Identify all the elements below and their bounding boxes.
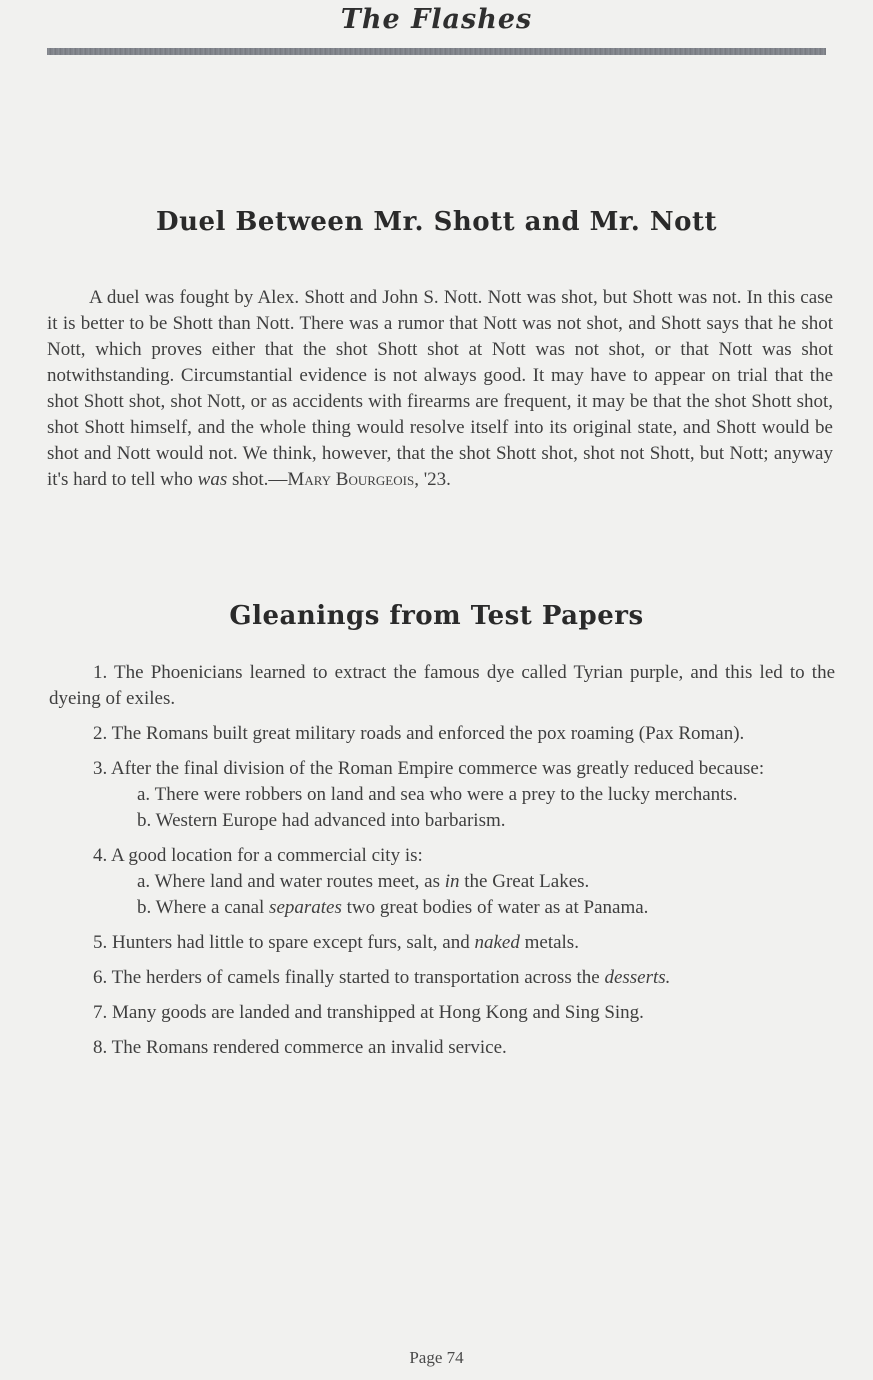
gleaning-item-4-text: 4. A good location for a commercial city is:: [93, 845, 423, 866]
gleaning-item-3: [49, 756, 835, 834]
gleaning-item-3a: a. There were robbers on land and sea who were a prey to the lucky merchants.: [137, 784, 738, 805]
gleanings-list: [49, 660, 835, 1070]
gleanings-title: Gleanings from Test Papers: [229, 601, 644, 631]
gleaning-item-6-italic: desserts.: [604, 967, 671, 988]
gleaning-item-6: [49, 965, 835, 991]
gleaning-item-6-pre: 6. The herders of camels finally started to transportation across the: [93, 967, 605, 988]
gleaning-item-5-pre: 5. Hunters had little to spare except furs, salt, and: [93, 932, 475, 953]
gleaning-item-4: [49, 843, 835, 921]
gleaning-item-4a-italic: in: [444, 871, 460, 892]
duel-paragraph: [47, 285, 833, 493]
gleaning-item-4a-post: the Great Lakes.: [459, 871, 590, 892]
gleaning-item-4b-post: two great bodies of water as at Panama.: [341, 897, 649, 918]
duel-was-italic: was: [197, 469, 228, 490]
gleaning-item-4b-italic: separates: [269, 897, 342, 918]
gleaning-item-5-post: metals.: [519, 932, 579, 953]
duel-author: Mary Bourgeois: [287, 469, 415, 490]
gleaning-item-5: [49, 930, 835, 956]
header-rule: [47, 48, 826, 55]
page-number: Page 74: [409, 1348, 464, 1367]
gleaning-item-8: 8. The Romans rendered commerce an invalid service.: [93, 1037, 507, 1058]
duel-text: A duel was fought by Alex. Shott and John S. Nott. Nott was shot, but Shott was not. In this case it is better to be Shott than Nott. There was a rumor that Nott was not shot, and Shott says that he shot Nott, which proves either that the shot Shott shot at Nott was not shot, or that Nott was shot notwithstanding. Circumstantial evidence is not always good. It may have to appear on trial that the shot Shott shot, shot Nott, or as accidents with firearms are frequent, it may be that the shot Shott shot, shot Shott himself, and the whole thing would resolve itself into its original state, and Shott would be shot and Nott would not. We think, however, that the shot Shott shot, shot not Shott, but Nott; anyway it's hard to tell who: [47, 287, 833, 490]
gleaning-item-4a: [49, 869, 835, 895]
running-head: The Flashes: [340, 4, 533, 35]
gleaning-item-4b: [49, 895, 835, 921]
gleaning-item-1: 1. The Phoenicians learned to extract the famous dye called Tyrian purple, and this led to the dyeing of exiles.: [49, 662, 835, 709]
gleaning-item-5-italic: naked: [474, 932, 520, 953]
gleaning-item-4a-pre: a. Where land and water routes meet, as: [137, 871, 445, 892]
gleaning-item-7: 7. Many goods are landed and transhipped at Hong Kong and Sing Sing.: [93, 1002, 644, 1023]
duel-text-end: shot.—: [227, 469, 288, 490]
gleaning-item-3-text: 3. After the final division of the Roman Empire commerce was greatly reduced because:: [93, 758, 765, 779]
duel-class-year: , '23.: [414, 469, 451, 490]
gleaning-item-3b: b. Western Europe had advanced into barbarism.: [137, 810, 506, 831]
duel-title: Duel Between Mr. Shott and Mr. Nott: [156, 207, 717, 237]
gleaning-item-4b-pre: b. Where a canal: [137, 897, 270, 918]
gleaning-item-2: 2. The Romans built great military roads and enforced the pox roaming (Pax Roman).: [93, 723, 745, 744]
